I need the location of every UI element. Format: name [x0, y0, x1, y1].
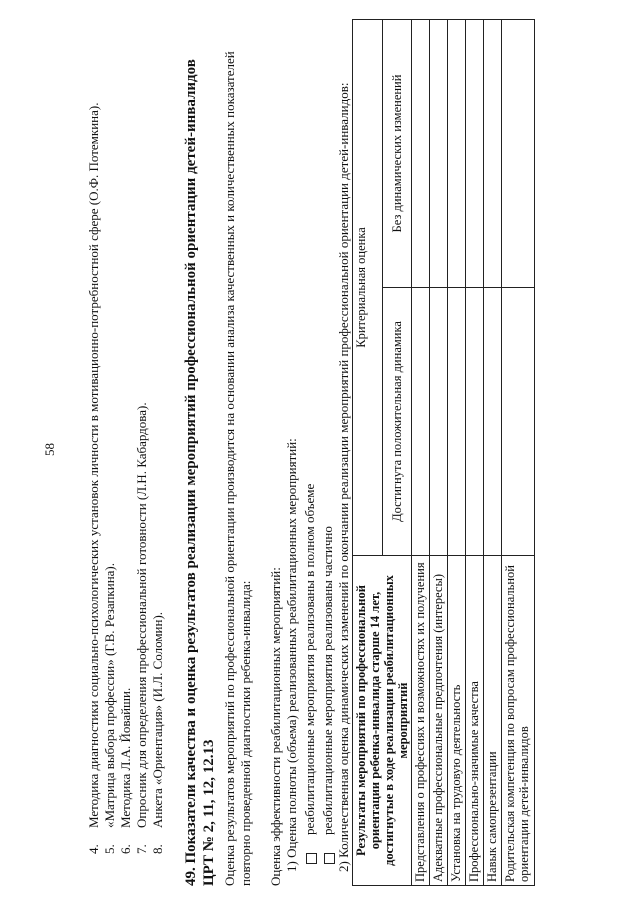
table-row	[502, 19, 535, 885]
list-item	[118, 103, 134, 855]
quantitative-subtitle: 2) Количественная оценка динамических изменений по окончании реализации мероприятий профессиональной ориентации детей-инвалидов:	[336, 82, 351, 872]
table-header-criteria: Критериальная оценка	[353, 19, 383, 555]
table-cell-empty[interactable]	[466, 288, 484, 556]
item-text: Методика Л.А. Йовайши.	[118, 687, 133, 828]
list-item	[150, 103, 166, 855]
item-text: Методика диагностики социально-психологических установок личности в мотивационно-потребностной сфере (О.Ф. Потемкина).	[86, 102, 101, 828]
completeness-subtitle: 1) Оценка полноты (объема) реализованных реабилитационных мероприятий:	[284, 438, 299, 872]
methods-list	[86, 103, 166, 855]
list-item	[86, 103, 102, 855]
table-cell-label: Профессионально-значимые качества	[466, 556, 484, 886]
list-item	[102, 103, 118, 855]
checkbox-full[interactable]	[306, 853, 317, 864]
item-text: «Матрица выбора профессии» (Г.В. Резапкина).	[102, 562, 117, 828]
table-header-results: Результаты мероприятий по профессиональной ориентации ребенка-инвалида старше 14 лет, достигнутые в ходе реализации реабилитационных мероприятий	[353, 556, 412, 886]
table-cell-empty[interactable]	[412, 19, 430, 287]
list-item	[134, 103, 150, 855]
checkbox-row-partial[interactable]	[320, 526, 336, 864]
table-cell-label: Представления о профессиях и возможностях их получения	[412, 556, 430, 886]
table-cell-empty[interactable]	[448, 288, 466, 556]
table-row	[466, 19, 484, 885]
table-cell-empty[interactable]	[502, 19, 535, 287]
item-number: 8.	[150, 844, 165, 854]
table-row	[412, 19, 430, 885]
effectiveness-title: Оценка эффективности реабилитационных мероприятий:	[268, 567, 283, 886]
table-cell-empty[interactable]	[430, 19, 448, 287]
checkbox-partial[interactable]	[324, 853, 335, 864]
checkbox-full-label: реабилитационные мероприятия реализованы в полном объеме	[302, 483, 317, 835]
table-subheader-no-change: Без динамических изменений	[382, 19, 412, 287]
checkbox-row-full[interactable]	[302, 484, 318, 864]
assessment-table	[352, 19, 535, 886]
table-cell-empty[interactable]	[466, 19, 484, 287]
table-cell-empty[interactable]	[484, 19, 502, 287]
table-cell-label: Навык самопрезентации	[484, 556, 502, 886]
table-cell-label: Адекватные профессиональные предпочтения (интересы)	[430, 556, 448, 886]
table-subheader-positive: Достигнута положительная динамика	[382, 288, 412, 556]
item-text: Опросник для определения профессиональной готовности (Л.Н. Кабардова).	[134, 402, 149, 828]
table-row	[484, 19, 502, 885]
table-cell-empty[interactable]	[430, 288, 448, 556]
table-cell-label: Установка на трудовую деятельность	[448, 556, 466, 886]
table-cell-label: Родительская компетенция по вопросам профессиональной ориентации детей-инвалидов	[502, 556, 535, 886]
table-cell-empty[interactable]	[412, 288, 430, 556]
item-number: 6.	[118, 844, 133, 854]
table-cell-empty[interactable]	[484, 288, 502, 556]
item-number: 7.	[134, 844, 149, 854]
table-cell-empty[interactable]	[448, 19, 466, 287]
item-number: 5.	[102, 844, 117, 854]
checkbox-partial-label: реабилитационные мероприятия реализованы частично	[320, 526, 335, 835]
item-text: Анкета «Ориентация» (И.Л. Соломин).	[150, 611, 165, 828]
section-heading: 49. Показатели качества и оценка результатов реализации мероприятий профессиональной ориентации детей-инвалидов ЦРТ № 2, 11, 12, 12.13	[183, 59, 217, 886]
intro-paragraph: Оценка результатов мероприятий по профессиональной ориентации производится на основании анализа качественных и количественных показателей повторно проведенной диагностики ребенка-инвалида:	[222, 51, 253, 886]
table-row	[430, 19, 448, 885]
item-number: 4.	[86, 844, 101, 854]
table-row	[448, 19, 466, 885]
table-cell-empty[interactable]	[502, 288, 535, 556]
rotated-content	[40, 16, 600, 886]
page-number: 58	[42, 443, 57, 456]
